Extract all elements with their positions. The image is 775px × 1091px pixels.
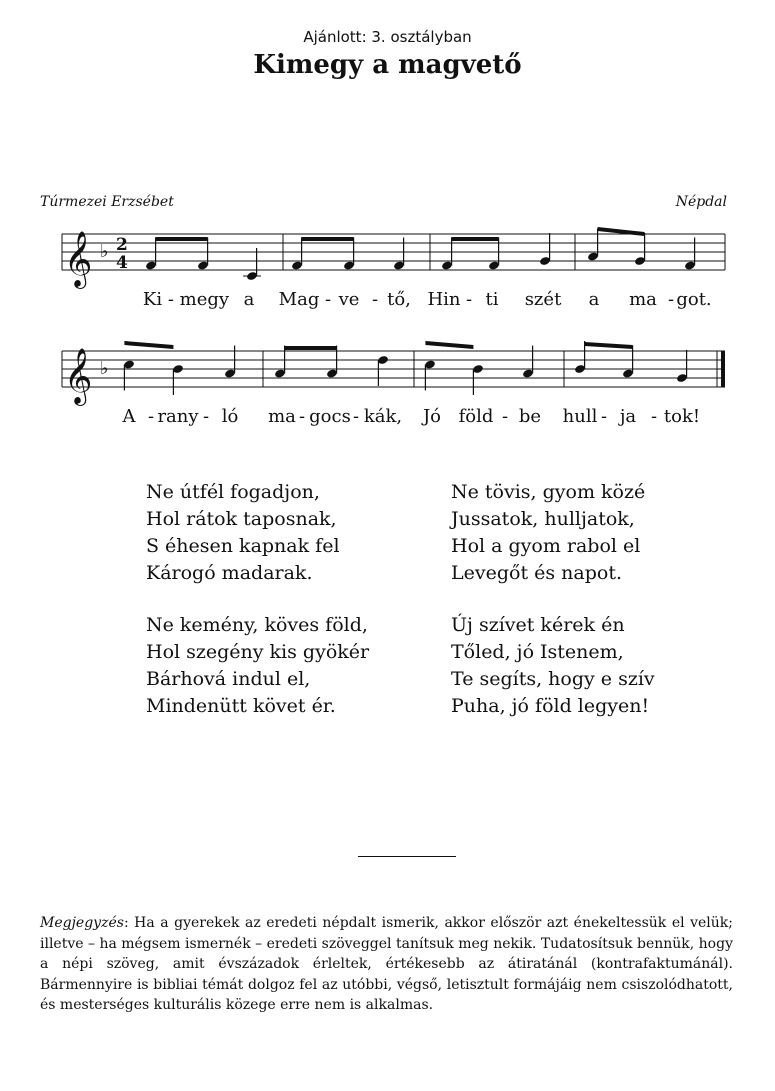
lyric-syllable: ma xyxy=(268,406,296,427)
lyric-syllable: A xyxy=(122,406,136,427)
verse-line: Hol a gyom rabol el xyxy=(451,535,641,557)
lyric-syllable: a xyxy=(243,289,255,310)
time-signature-bottom: 4 xyxy=(116,253,128,273)
lyric-syllable: ti xyxy=(485,289,499,310)
lyrics-line-2 xyxy=(0,406,775,432)
verse-line: Új szívet kérek én xyxy=(451,614,625,636)
verse-line: Ne kemény, köves föld, xyxy=(146,614,368,636)
lyric-syllable: - xyxy=(600,406,608,427)
note-head xyxy=(145,238,157,271)
note-beam xyxy=(598,227,645,236)
lyric-syllable: got. xyxy=(676,289,712,310)
note-head xyxy=(587,229,599,262)
verse-1-left xyxy=(146,479,340,587)
note-beam xyxy=(302,237,354,241)
note-beam xyxy=(124,341,173,349)
note-head xyxy=(291,238,303,271)
verse-line: Bárhová indul el, xyxy=(146,668,311,690)
verse-line: Te segíts, hogy e szív xyxy=(451,668,655,690)
note-head xyxy=(684,238,696,271)
lyric-syllable: ló xyxy=(221,406,239,427)
lyric-syllable: - xyxy=(501,406,509,427)
verse-2-left xyxy=(146,612,369,720)
lyric-syllable: - xyxy=(147,406,155,427)
flat-icon-2: ♭ xyxy=(100,358,109,379)
note-head xyxy=(441,238,453,271)
lyric-syllable: rany xyxy=(157,406,199,427)
teacher-note xyxy=(40,913,733,1016)
note-head xyxy=(377,355,389,386)
lyric-syllable: a xyxy=(588,289,600,310)
lyric-syllable: Ki - megy xyxy=(142,289,230,310)
note-head xyxy=(574,341,586,374)
lyric-syllable: Hin xyxy=(427,289,461,310)
note-label: Megjegyzés xyxy=(40,915,124,931)
verse-line: Ne útfél fogadjon, xyxy=(146,481,320,503)
lyricist-credit: Túrmezei Erzsébet xyxy=(40,194,174,210)
note-head xyxy=(274,346,286,379)
verse-line: Ne tövis, gyom közé xyxy=(451,481,646,503)
music-staff-1 xyxy=(0,220,775,290)
note-beam xyxy=(285,346,337,350)
verse-2-right xyxy=(451,612,655,720)
note-beam xyxy=(585,342,633,349)
note-head xyxy=(522,346,534,379)
lyric-syllable: kák, xyxy=(363,406,403,427)
verse-1-right xyxy=(451,479,645,587)
lyric-syllable: gocs xyxy=(309,406,351,427)
verse-line: Puha, jó föld legyen! xyxy=(451,695,650,717)
note-beam xyxy=(452,237,499,241)
lyric-syllable: ma xyxy=(629,289,657,310)
note-head xyxy=(472,364,484,395)
verse-line: Károgó madarak. xyxy=(146,562,313,584)
note-head xyxy=(123,359,135,390)
section-divider xyxy=(358,856,456,857)
lyric-syllable: - xyxy=(650,406,658,427)
note-head xyxy=(326,346,338,379)
verse-line: S éhesen kapnak fel xyxy=(146,535,340,557)
note-head xyxy=(197,238,209,271)
lyric-syllable: - xyxy=(202,406,210,427)
lyric-syllable: - xyxy=(324,289,332,310)
note-head xyxy=(393,238,405,271)
music-staff-2 xyxy=(0,335,775,410)
lyric-syllable: szét xyxy=(524,289,562,310)
treble-clef-icon: 𝄞 xyxy=(64,231,93,287)
note-head xyxy=(488,238,500,271)
note-head xyxy=(243,248,261,281)
verse-line: Jussatok, hulljatok, xyxy=(451,508,635,530)
final-barline xyxy=(721,351,725,387)
note-head xyxy=(676,350,688,383)
lyric-syllable: hull xyxy=(562,406,598,427)
lyric-syllable: föld xyxy=(458,406,494,427)
lyric-syllable: - xyxy=(298,406,306,427)
lyric-syllable: ve xyxy=(338,289,360,310)
lyric-syllable: - xyxy=(667,289,675,310)
lyric-syllable: - xyxy=(352,406,360,427)
note-beam xyxy=(425,341,473,349)
lyric-syllable: be xyxy=(518,406,542,427)
verse-line: Levegőt és napot. xyxy=(451,562,622,584)
lyric-syllable: Mag xyxy=(278,289,320,310)
treble-clef-icon-2: 𝄞 xyxy=(64,348,93,404)
note-head xyxy=(622,346,634,379)
note-head xyxy=(343,238,355,271)
song-title: Kimegy a magvető xyxy=(253,50,522,80)
lyric-syllable: - xyxy=(371,289,379,310)
lyric-syllable: tő, xyxy=(387,289,411,310)
flat-icon: ♭ xyxy=(100,241,109,262)
staff-1-notes xyxy=(145,227,696,281)
note-head xyxy=(424,359,436,390)
note-beam xyxy=(156,237,208,241)
note-head xyxy=(539,233,551,266)
lyric-syllable: - xyxy=(465,289,473,310)
lyric-syllable: Jó xyxy=(422,406,442,427)
note-head xyxy=(224,346,236,379)
note-head xyxy=(634,233,646,266)
lyrics-line-1 xyxy=(0,289,775,315)
note-head xyxy=(172,364,184,395)
recommended-grade: Ajánlott: 3. osztályban xyxy=(303,28,472,46)
origin-credit: Népdal xyxy=(675,194,727,210)
verse-line: Tőled, jó Istenem, xyxy=(451,641,624,663)
lyric-syllable: ja xyxy=(619,406,637,427)
note-text: : Ha a gyerekek az eredeti népdalt ismerik, akkor először azt énekeltessük el velük; illetve – ha mégsem ismernék – eredeti szöveggel tanítsuk meg nekik. Tudatosítsuk bennük, hogy a népi szöveg, amit évszázadok érleltek, értékesebb az átiratánál (kontrafaktumánál). Bármennyire is bibliai témát dolgoz fel az utóbbi, végső, letisztult formájáig nem csiszolódhatott, és mesterséges kulturális közege erre nem is alkalmas. xyxy=(40,915,733,1013)
verse-line: Mindenütt követ ér. xyxy=(146,695,336,717)
time-signature-top: 2 xyxy=(116,235,128,255)
verse-line: Hol rátok taposnak, xyxy=(146,508,337,530)
verse-line: Hol szegény kis gyökér xyxy=(146,641,370,663)
lyric-syllable: tok! xyxy=(663,406,701,427)
